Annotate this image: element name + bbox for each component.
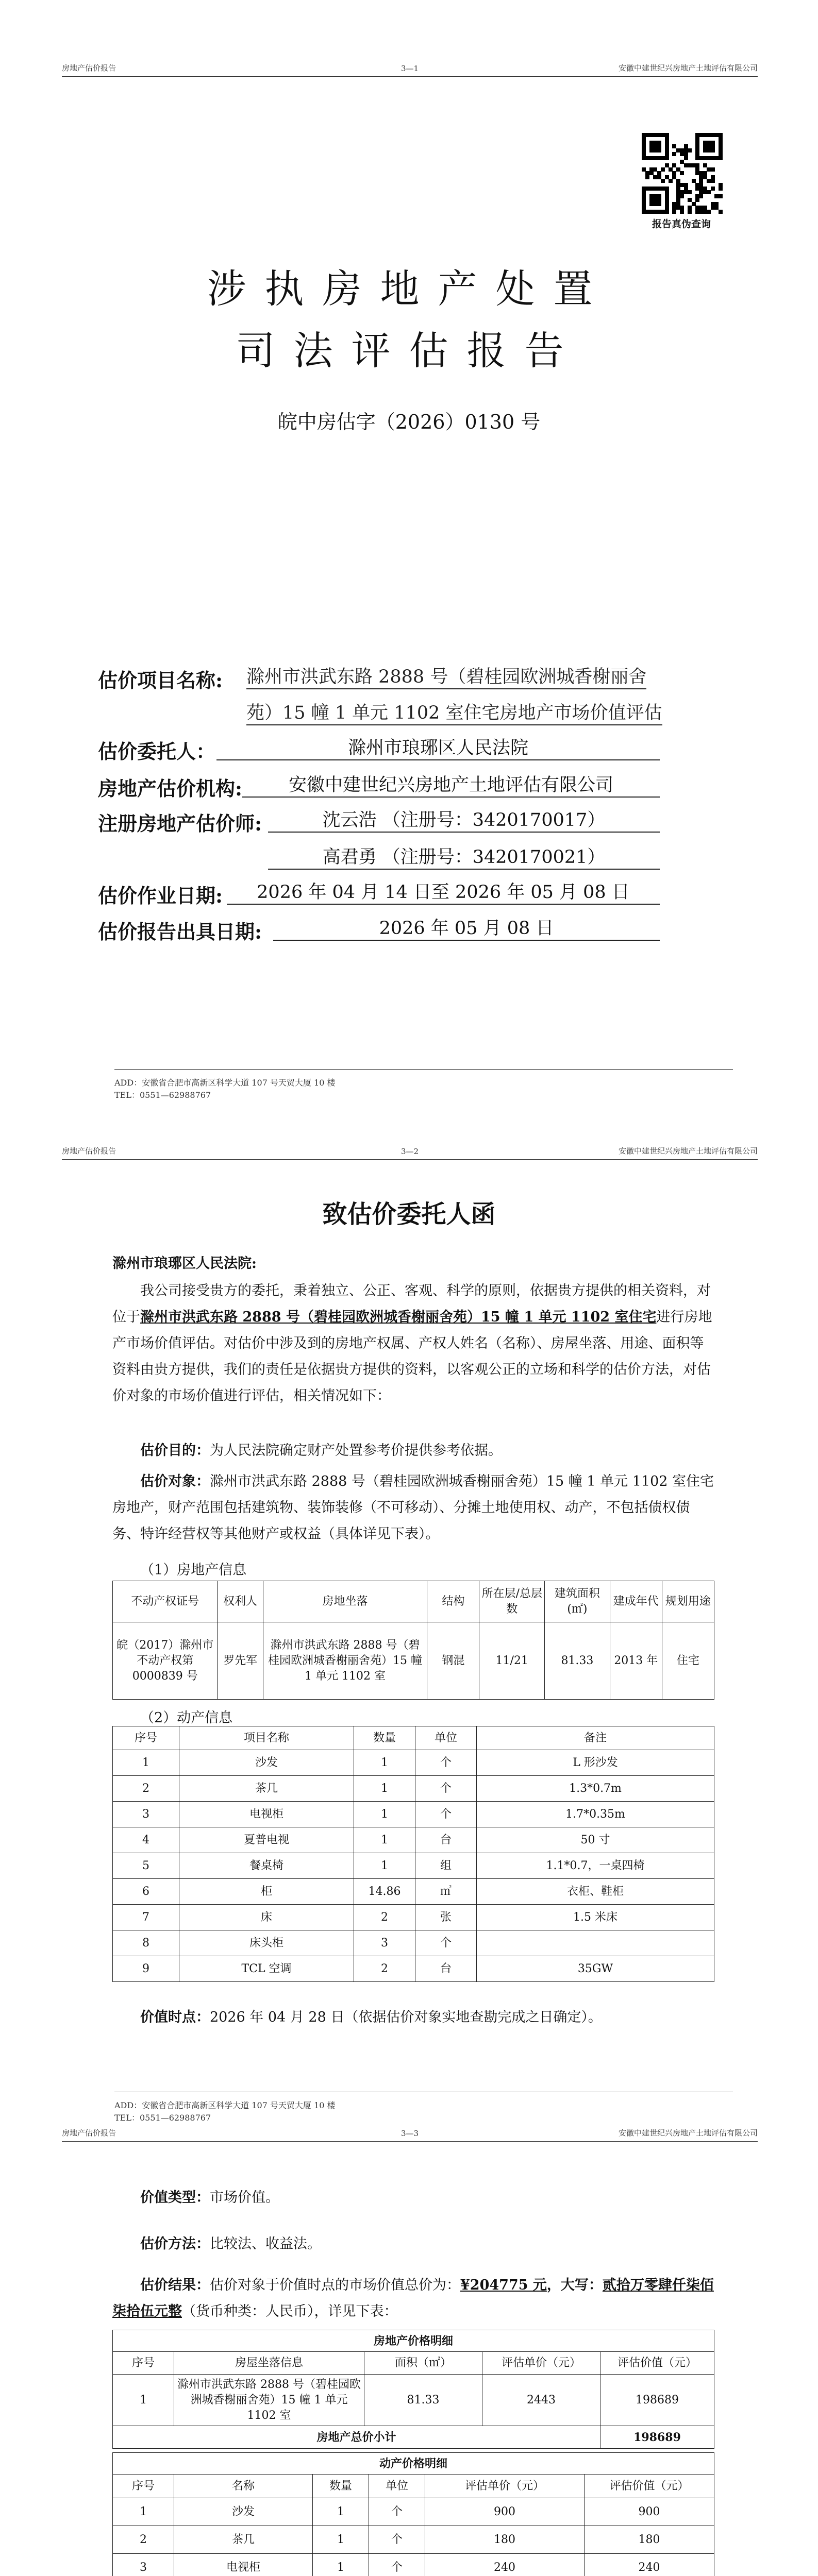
project-line1: 滁州市洪武东路 2888 号（碧桂园欧洲城香榭丽舍: [246, 663, 646, 689]
valuation-result: 估价结果：估价对象于价值时点的市场价值总价为：¥204775 元，大写：贰拾万零肆仟柒佰柒拾伍元整（货币种类：人民币），详见下表：: [112, 2277, 714, 2319]
table-header-row: 序号 项目名称 数量 单位 备注: [113, 1726, 714, 1750]
table-cell: TCL 空调: [179, 1956, 354, 1982]
table-cell: 个: [369, 2498, 425, 2526]
table-cell: 餐桌椅: [179, 1853, 354, 1879]
table-row: [113, 2554, 714, 2576]
letter-addressee: 滁州市琅琊区人民法院:: [112, 1256, 257, 1272]
agency-value: 安徽中建世纪兴房地产土地评估有限公司: [242, 771, 660, 798]
valuation-purpose: 估价目的：为人民法院确定财产处置参考价提供参考依据。: [140, 1443, 502, 1459]
table-row: [113, 1879, 714, 1905]
table-cell: 2: [113, 2526, 174, 2554]
table-cell: 1: [113, 1750, 179, 1776]
valuation-object: 估价对象：滁州市洪武东路 2888 号（碧桂园欧洲城香榭丽舍苑）15 幢 1 单元 1102 室住宅房地产，财产范围包括建筑物、装饰装修（不可移动）、分摊土地使用权、动产，不包括债权债务、特许经营权等其他财产或权益（具体详见下表）。: [112, 1473, 714, 1542]
footer-address: ADD：安徽省合肥市高新区科学大道 107 号天贸大厦 10 楼: [114, 1078, 336, 1088]
table-row: [113, 1750, 714, 1776]
table-cell: 900: [425, 2498, 585, 2526]
valuer-label: 注册房地产估价师:: [98, 812, 262, 835]
qr-caption: 报告真伪查询: [652, 218, 711, 230]
table-cell: 5: [113, 1853, 179, 1879]
issue-date-value: 2026 年 05 月 08 日: [273, 914, 660, 941]
header-page-number: 3—2: [400, 1147, 419, 1156]
table-cell: L 形沙发: [477, 1750, 714, 1776]
table-row: [113, 1802, 714, 1827]
result-chinese-amount: 贰拾万零肆仟柒佰柒拾伍元整: [112, 2277, 714, 2319]
table-cell: 6: [113, 1879, 179, 1905]
movables-price-table: [112, 2452, 714, 2576]
table-cell: 1: [313, 2554, 369, 2576]
table-cell: 240: [425, 2554, 585, 2576]
table-cell: [477, 1930, 714, 1956]
table-row: [113, 1905, 714, 1930]
table-cell: 2: [354, 1956, 415, 1982]
header-left: 房地产估价报告: [62, 1146, 116, 1156]
page-header: [62, 1140, 758, 1160]
table-cell: 茶几: [174, 2526, 313, 2554]
table-cell: 沙发: [174, 2498, 313, 2526]
table-cell: 1: [354, 1750, 415, 1776]
table-cell: 床: [179, 1905, 354, 1930]
movables-info-heading: （2）动产信息: [140, 1710, 233, 1726]
table-row: [113, 2498, 714, 2526]
table-cell: 9: [113, 1956, 179, 1982]
table-header-row: 不动产权证号 权利人 房地坐落 结构 所在层/总层数 建筑面积(㎡) 建成年代 规划用途: [113, 1581, 714, 1622]
table-cell: 茶几: [179, 1776, 354, 1802]
project-label: 估价项目名称:: [98, 669, 223, 692]
table-row: [113, 2526, 714, 2554]
table-cell: 1: [354, 1827, 415, 1853]
table-row: [113, 1930, 714, 1956]
table-cell: 14.86: [354, 1879, 415, 1905]
period-label: 估价作业日期:: [98, 884, 223, 907]
table-cell: 240: [585, 2554, 714, 2576]
table-cell: 900: [585, 2498, 714, 2526]
table-header-row: 序号 名称 数量 单位 评估单价（元） 评估价值（元）: [113, 2475, 714, 2498]
table-row: [113, 1776, 714, 1802]
table-cell: 7: [113, 1905, 179, 1930]
table-title: 动产价格明细: [113, 2453, 714, 2475]
table-cell: 个: [415, 1776, 477, 1802]
table-cell: 个: [415, 1750, 477, 1776]
table-cell: 8: [113, 1930, 179, 1956]
table-cell: 50 寸: [477, 1827, 714, 1853]
header-page-number: 3—1: [400, 64, 419, 73]
table-cell: 台: [415, 1956, 477, 1982]
table-row: 1 滁州市洪武东路 2888 号（碧桂园欧洲城香榭丽舍苑）15 幢 1 单元 1102 室 81.33 2443 198689: [113, 2375, 714, 2426]
table-cell: 1.1*0.7，一桌四椅: [477, 1853, 714, 1879]
table-row: [113, 1827, 714, 1853]
header-page-number: 3—3: [400, 2129, 419, 2138]
table-cell: 1: [113, 2498, 174, 2526]
issue-date-label: 估价报告出具日期:: [98, 920, 262, 943]
table-cell: 1.5 米床: [477, 1905, 714, 1930]
header-left: 房地产估价报告: [62, 2128, 116, 2138]
footer-address: ADD：安徽省合肥市高新区科学大道 107 号天贸大厦 10 楼: [114, 2100, 336, 2110]
table-cell: 3: [354, 1930, 415, 1956]
period-value: 2026 年 04 月 14 日至 2026 年 05 月 08 日: [227, 878, 660, 905]
table-cell: 1: [354, 1802, 415, 1827]
table-cell: 沙发: [179, 1750, 354, 1776]
table-cell: 35GW: [477, 1956, 714, 1982]
page-header: [62, 57, 758, 77]
valuer-2: 高君勇 （注册号：3420170021）: [268, 843, 660, 870]
table-cell: 3: [113, 1802, 179, 1827]
table-title: 房地产价格明细: [113, 2330, 714, 2352]
table-cell: 个: [369, 2526, 425, 2554]
table-cell: 1: [313, 2498, 369, 2526]
table-cell: 电视柜: [174, 2554, 313, 2576]
table-cell: 电视柜: [179, 1802, 354, 1827]
result-total: ¥204775 元: [460, 2277, 547, 2293]
table-cell: 台: [415, 1827, 477, 1853]
project-line2: 苑）15 幢 1 单元 1102 室住宅房地产市场价值评估: [246, 699, 662, 725]
table-cell: 个: [369, 2554, 425, 2576]
value-type: 价值类型：市场价值。: [140, 2190, 279, 2206]
table-cell: 1.7*0.35m: [477, 1802, 714, 1827]
report-number: 皖中房估字（2026）0130 号: [277, 411, 541, 433]
letter-title: 致估价委托人函: [322, 1200, 496, 1229]
page-header: [62, 2122, 758, 2142]
table-cell: 3: [113, 2554, 174, 2576]
table-header-row: 序号 房屋坐落信息 面积（㎡） 评估单价（元） 评估价值（元）: [113, 2352, 714, 2375]
cover-title-line1: 涉执房地产处置: [207, 266, 611, 312]
movables-table: [112, 1726, 714, 1982]
footer-tel: TEL：0551—62988767: [114, 1090, 211, 1100]
valuer-1: 沈云浩 （注册号：3420170017）: [268, 806, 660, 833]
table-cell: 1: [354, 1776, 415, 1802]
header-right: 安徽中建世纪兴房地产土地评估有限公司: [618, 1146, 758, 1156]
header-left: 房地产估价报告: [62, 63, 116, 73]
table-cell: 180: [425, 2526, 585, 2554]
client-label: 估价委托人：: [98, 740, 216, 763]
table-row: [113, 1853, 714, 1879]
table-cell: 夏普电视: [179, 1827, 354, 1853]
table-cell: 张: [415, 1905, 477, 1930]
table-cell: 个: [415, 1802, 477, 1827]
header-right: 安徽中建世纪兴房地产土地评估有限公司: [618, 2128, 758, 2138]
subtotal-row: 房地产总价小计 198689: [113, 2426, 714, 2449]
header-right: 安徽中建世纪兴房地产土地评估有限公司: [618, 63, 758, 73]
table-cell: 2: [113, 1776, 179, 1802]
table-cell: ㎡: [415, 1879, 477, 1905]
page-footer: [114, 2092, 733, 2124]
table-row: 皖（2017）滁州市不动产权第 0000839 号 罗先军 滁州市洪武东路 2888 号（碧桂园欧洲城香榭丽舍苑）15 幢 1 单元 1102 室 钢混 11/21 81.33 2013 年 住宅: [113, 1622, 714, 1700]
real-estate-table: [112, 1581, 714, 1700]
real-estate-info-heading: （1）房地产信息: [140, 1562, 247, 1578]
footer-tel: TEL：0551—62988767: [114, 2113, 211, 2123]
table-cell: 180: [585, 2526, 714, 2554]
property-address: 滁州市洪武东路 2888 号（碧桂园欧洲城香榭丽舍苑）15 幢 1 单元 1102 室住宅: [140, 1309, 657, 1325]
table-cell: 床头柜: [179, 1930, 354, 1956]
agency-label: 房地产估价机构:: [98, 777, 243, 800]
table-cell: 1: [313, 2526, 369, 2554]
real-estate-price-table: [112, 2330, 714, 2449]
table-cell: 2: [354, 1905, 415, 1930]
table-cell: 1.3*0.7m: [477, 1776, 714, 1802]
page-footer: [114, 1069, 733, 1101]
table-cell: 1: [354, 1853, 415, 1879]
cover-title-line2: 司法评估报告: [236, 328, 582, 374]
client-value: 滁州市琅琊区人民法院: [216, 734, 660, 760]
table-row: [113, 1956, 714, 1982]
table-cell: 组: [415, 1853, 477, 1879]
letter-intro: 我公司接受贵方的委托，秉着独立、公正、客观、科学的原则，依据贵方提供的相关资料，对位于滁州市洪武东路 2888 号（碧桂园欧洲城香榭丽舍苑）15 幢 1 单元 1102 室住宅进行房地产市场价值评估。对估价中涉及到的房地产权属、产权人姓名（名称）、房屋坐落、用途、面积等资料由贵方提供，我们的责任是依据贵方提供的资料，以客观公正的立场和科学的估价方法，对估价对象的市场价值进行评估，相关情况如下：: [112, 1283, 712, 1404]
qr-code[interactable]: [642, 133, 722, 213]
valuation-method: 估价方法：比较法、收益法。: [140, 2236, 321, 2252]
table-cell: 衣柜、鞋柜: [477, 1879, 714, 1905]
table-cell: 4: [113, 1827, 179, 1853]
table-cell: 个: [415, 1930, 477, 1956]
table-cell: 柜: [179, 1879, 354, 1905]
valuation-date: 价值时点：2026 年 04 月 28 日（依据估价对象实地查勘完成之日确定）。: [140, 2009, 602, 2025]
